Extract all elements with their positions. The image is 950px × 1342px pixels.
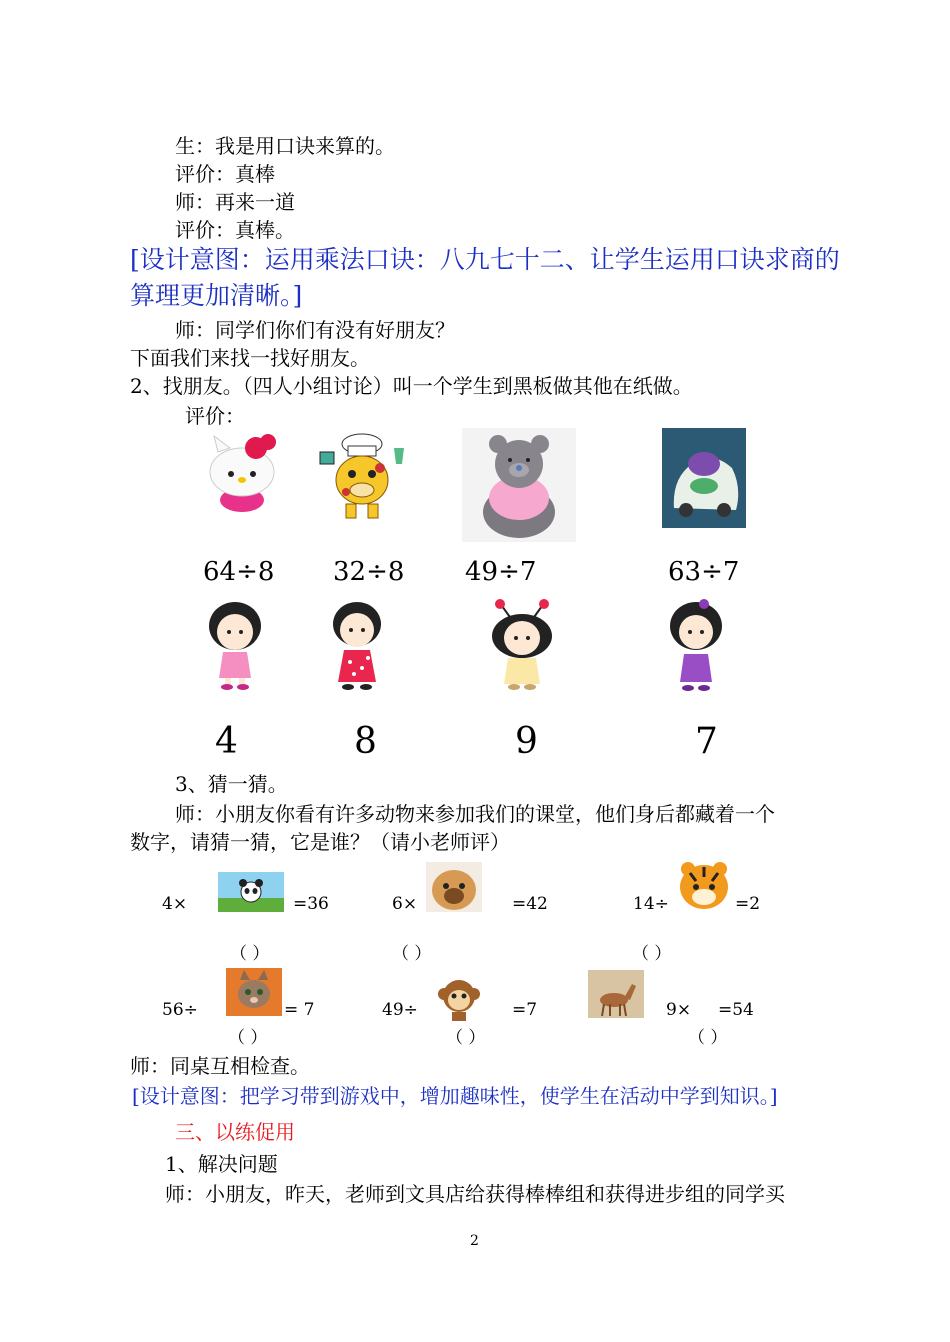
line-teacher-1: 师：再来一道 <box>175 190 295 214</box>
cow-chef-image <box>312 430 412 520</box>
line-check: 师：同桌互相检查。 <box>130 1054 310 1078</box>
blank-3[interactable]: （ ） <box>632 944 672 964</box>
line-student: 生：我是用口诀来算的。 <box>175 134 395 158</box>
line-solve: 1、解决问题 <box>165 1152 278 1176</box>
design-intent-1b: 算理更加清晰。] <box>130 281 303 310</box>
eq1-right: =36 <box>293 894 329 914</box>
section-heading: 三、以练促用 <box>175 1120 295 1144</box>
girl-antenna-image <box>474 598 570 690</box>
blank-4[interactable]: （ ） <box>228 1028 268 1048</box>
eq2-right: =42 <box>512 894 548 914</box>
expr-1: 64÷8 <box>203 557 275 587</box>
teddy-bear-image <box>462 428 576 542</box>
blank-2[interactable]: （ ） <box>392 944 432 964</box>
dog-image <box>426 862 482 912</box>
answer-4: 7 <box>695 721 718 762</box>
eq6-right: =54 <box>718 1000 754 1020</box>
eq4-right: = 7 <box>284 1000 315 1020</box>
line-eval-2: 评价：真棒。 <box>175 218 295 242</box>
line-teacher-2: 师：同学们你们有没有好朋友？ <box>175 318 455 342</box>
deer-image <box>588 970 644 1018</box>
guess-para-b: 数字，请猜一猜，它是谁？（请小老师评） <box>130 830 510 854</box>
eq5-right: =7 <box>512 1000 538 1020</box>
eq3-left: 14÷ <box>633 894 669 914</box>
blank-1[interactable]: （ ） <box>230 944 270 964</box>
line-find: 下面我们来找一找好朋友。 <box>130 346 370 370</box>
panda-image <box>218 872 284 912</box>
eq6-left: 9× <box>666 1000 692 1020</box>
eq5-left: 49÷ <box>382 1000 418 1020</box>
blank-6[interactable]: （ ） <box>688 1028 728 1048</box>
toy-car-image <box>662 428 746 528</box>
girl-purple-image <box>660 598 740 692</box>
answer-3: 9 <box>515 721 538 762</box>
expr-3: 49÷7 <box>465 557 537 587</box>
design-intent-2: [设计意图：把学习带到游戏中，增加趣味性，使学生在活动中学到知识。] <box>132 1084 778 1108</box>
line-eval-1: 评价：真棒 <box>175 162 275 186</box>
design-intent-1a: [设计意图：运用乘法口诀：八九七十二、让学生运用口诀求商的 <box>130 245 840 274</box>
tiger-image <box>676 855 732 915</box>
line-teacher-3: 师：小朋友，昨天，老师到文具店给获得棒棒组和获得进步组的同学买 <box>165 1182 785 1206</box>
blank-5[interactable]: （ ） <box>446 1028 486 1048</box>
eq4-left: 56÷ <box>162 1000 198 1020</box>
girl-pink-image <box>203 598 267 690</box>
monkey-image <box>436 976 482 1022</box>
guess-para-a: 师：小朋友你看有许多动物来参加我们的课堂，他们身后都藏着一个 <box>175 802 775 826</box>
answer-2: 8 <box>354 721 377 762</box>
expr-2: 32÷8 <box>333 557 405 587</box>
line-eval-3: 评价： <box>185 404 245 428</box>
line-find-friends: 2、找朋友。（四人小组讨论）叫一个学生到黑板做其他在纸做。 <box>130 374 693 398</box>
girl-dots-image <box>324 598 394 690</box>
eq3-right: =2 <box>735 894 761 914</box>
answer-1: 4 <box>215 721 238 762</box>
guess-title: 3、猜一猜。 <box>175 772 288 796</box>
hello-kitty-image <box>198 430 286 512</box>
eq2-left: 6× <box>392 894 418 914</box>
eq1-left: 4× <box>162 894 188 914</box>
expr-4: 63÷7 <box>668 557 740 587</box>
page-number: 2 <box>470 1233 479 1249</box>
kitten-image <box>226 968 282 1016</box>
